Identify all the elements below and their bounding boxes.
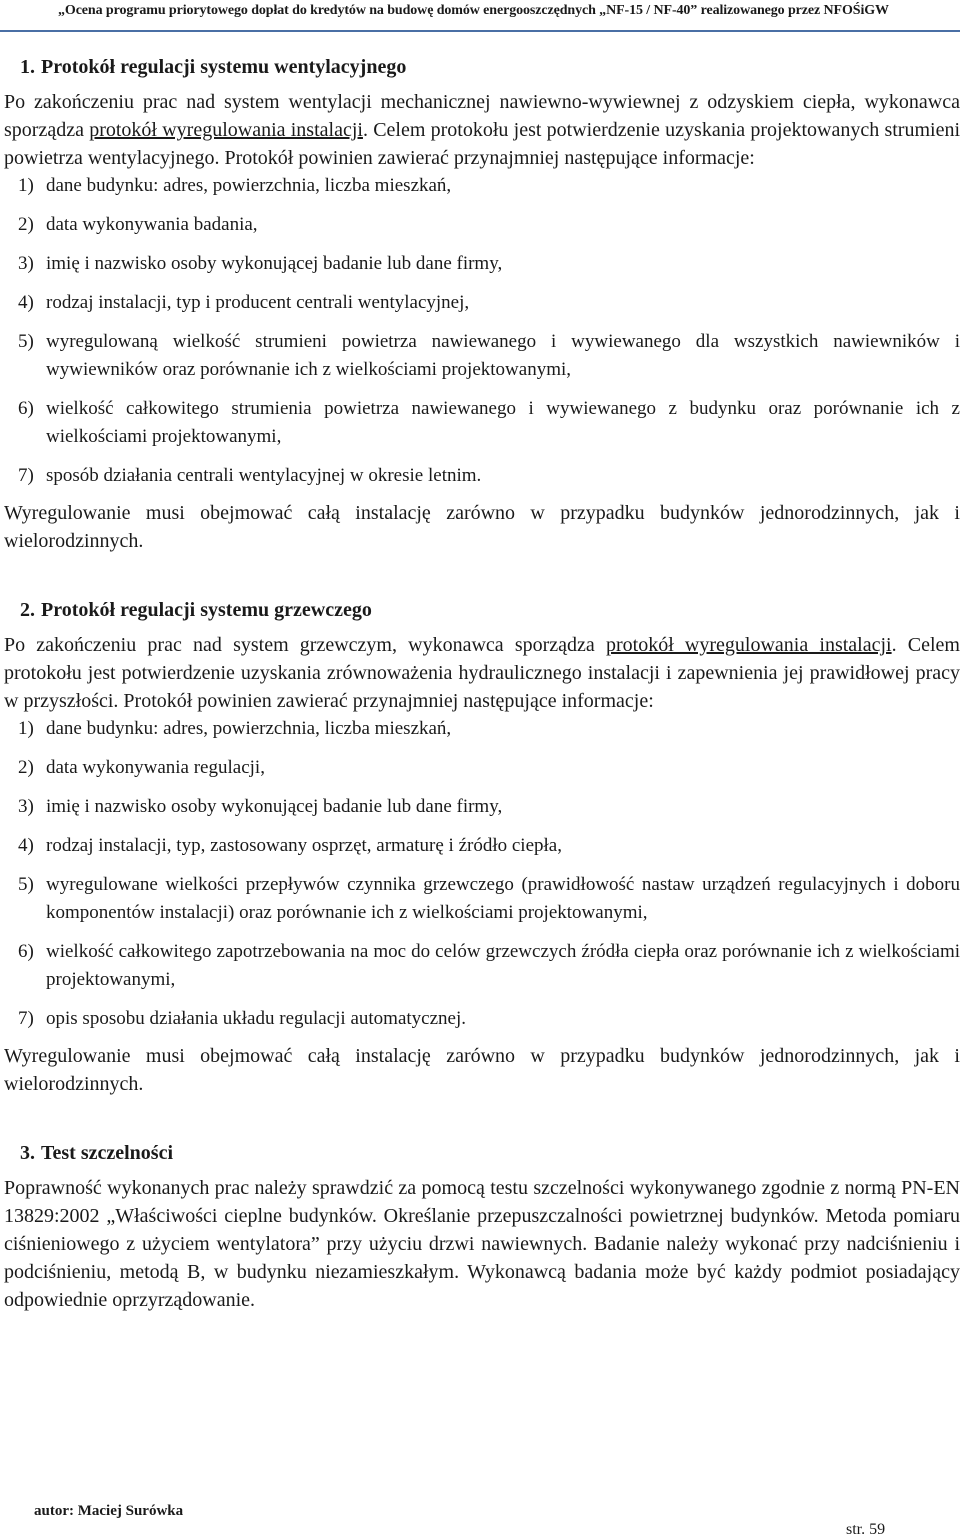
item-number: 7) [18,465,34,486]
item-text: wyregulowaną wielkość strumieni powietrza nawiewanego i wywiewanego dla wszystkich nawiewników i wywiewników oraz porównanie ich z wielkościami projektowanymi, [46,331,960,380]
section-number: 1. [20,56,35,78]
item-number: 1) [18,175,34,196]
list-item [4,754,960,782]
page-content [4,52,960,1314]
list-item [4,793,960,821]
item-text: imię i nazwisko osoby wykonującej badanie lub dane firmy, [46,253,503,274]
item-number: 6) [18,941,34,962]
item-number: 7) [18,1008,34,1029]
list-item [4,172,960,200]
section-closing: Wyregulowanie musi obejmować całą instalację zarówno w przypadku budynków jednorodzinnych, jak i wielorodzinnych. [4,1045,960,1095]
section-ventilation [4,52,960,555]
section-number: 3. [20,1142,35,1164]
section-heading [4,1138,960,1168]
item-number: 5) [18,331,34,352]
intro-text: . Celem protokołu jest potwierdzenie uzyskania zrównoważenia hydraulicznego instalacji i zapewnienia jej prawidłowej pracy w przyszłości. Protokół powinien zawierać przynajmniej następujące informacje: [4,634,960,712]
item-text: rodzaj instalacji, typ, zastosowany osprzęt, armaturę i źródło ciepła, [46,835,562,856]
section-heating [4,595,960,1098]
requirements-list [4,715,960,1033]
item-text: wyregulowane wielkości przepływów czynnika grzewczego (prawidłowość nastaw urządzeń regulacyjnych i doboru komponentów instalacji) oraz porównanie ich z wielkościami projektowanymi, [46,874,960,923]
item-text: data wykonywania badania, [46,214,258,235]
item-number: 4) [18,835,34,856]
section-number: 2. [20,599,35,621]
section-closing: Wyregulowanie musi obejmować całą instalację zarówno w przypadku budynków jednorodzinnych, jak i wielorodzinnych. [4,502,960,552]
requirements-list [4,172,960,490]
item-number: 2) [18,214,34,235]
list-item [4,250,960,278]
item-text: wielkość całkowitego zapotrzebowania na moc do celów grzewczych źródła ciepła oraz porównanie ich z wielkościami projektowanymi, [46,941,960,990]
section-title: Protokół regulacji systemu wentylacyjnego [41,56,407,78]
item-text: rodzaj instalacji, typ i producent centrali wentylacyjnej, [46,292,470,313]
list-item [4,328,960,384]
list-item [4,938,960,994]
section-intro [4,88,960,172]
item-number: 4) [18,292,34,313]
list-item [4,871,960,927]
list-item [4,832,960,860]
item-number: 3) [18,253,34,274]
intro-text: . Celem protokołu jest potwierdzenie uzyskania projektowanych strumieni powietrza wentylacyjnego. Protokół powinien zawierać przynajmniej następujące informacje: [4,119,960,169]
item-text: data wykonywania regulacji, [46,757,265,778]
section-title: Protokół regulacji systemu grzewczego [41,599,372,621]
item-text: wielkość całkowitego strumienia powietrza nawiewanego i wywiewanego z budynku oraz porównanie ich z wielkościami projektowanymi, [46,398,960,447]
section-heading [4,595,960,625]
section-heading [4,52,960,82]
list-item [4,289,960,317]
page-header [0,0,960,32]
list-item [4,715,960,743]
intro-text: Po zakończeniu prac nad system grzewczym, wykonawca sporządza [4,634,606,656]
item-number: 2) [18,757,34,778]
protocol-link[interactable]: protokół wyregulowania instalacji [605,634,892,656]
item-number: 6) [18,398,34,419]
list-item [4,211,960,239]
section-title: Test szczelności [41,1142,174,1164]
item-number: 3) [18,796,34,817]
item-text: imię i nazwisko osoby wykonującej badanie lub dane firmy, [46,796,503,817]
footer-author: autor: Maciej Surówka [34,1503,184,1519]
section-intro [4,631,960,715]
item-text: dane budynku: adres, powierzchnia, liczba mieszkań, [46,175,452,196]
item-number: 5) [18,874,34,895]
item-text: opis sposobu działania układu regulacji automatycznej. [46,1008,466,1029]
list-item [4,395,960,451]
running-title: „Ocena programu priorytowego dopłat do kredytów na budowę domów energooszczędnych „NF-15 / NF-40” realizowanego przez NFOŚiGW [58,3,889,18]
item-number: 1) [18,718,34,739]
page-number: str. 59 [846,1521,886,1538]
section-airtightness [4,1138,960,1314]
protocol-link[interactable]: protokół wyregulowania instalacji [89,119,363,141]
item-text: sposób działania centrali wentylacyjnej w okresie letnim. [46,465,482,486]
list-item [4,462,960,490]
intro-text: Po zakończeniu prac nad system wentylacji mechanicznej nawiewno-wywiewnej z odzyskiem ciepła, wykonawca sporządza [4,91,960,141]
section-body: Poprawność wykonanych prac należy sprawdzić za pomocą testu szczelności wykonywanego zgodnie z normą PN-EN 13829:2002 „Właściwości cieplne budynków. Określanie przepuszczalności powietrznej budynków. Metoda pomiaru ciśnieniowego z użyciem wentylatora” przy użyciu drzwi nawiewnych. Badanie należy wykonać przy nadciśnieniu i podciśnieniu, metodą B, w budynku niezamieszkałym. Wykonawcą badania może być każdy podmiot posiadający odpowiednie oprzyrządowanie. [4,1177,960,1311]
item-text: dane budynku: adres, powierzchnia, liczba mieszkań, [46,718,452,739]
list-item [4,1005,960,1033]
